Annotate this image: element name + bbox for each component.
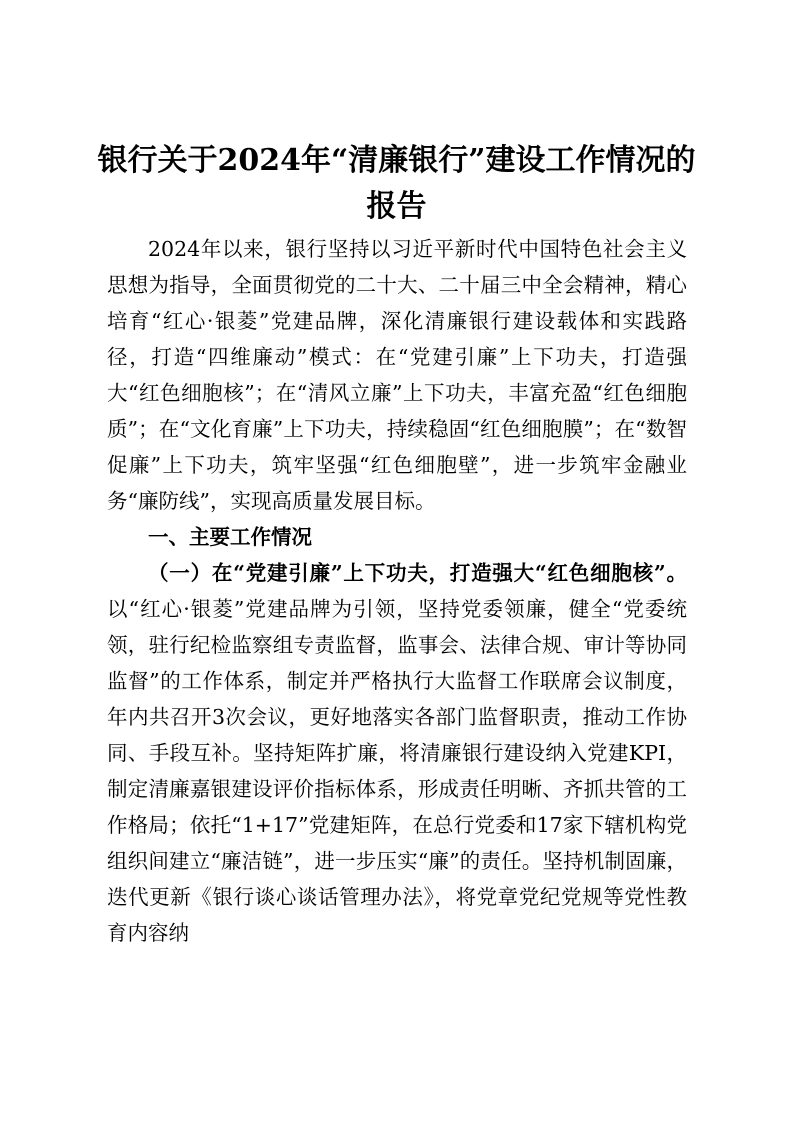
section-heading: 一、主要工作情况 <box>148 525 312 549</box>
subsection-paragraph <box>107 555 687 951</box>
intro-paragraph: 2024年以来，银行坚持以习近平新时代中国特色社会主义思想为指导，全面贯彻党的二十大、二十届三中全会精神，精心培育“红心·银菱”党建品牌，深化清廉银行建设载体和实践路径，打造“四维廉动”模式：在“党建引廉”上下功夫，打造强大“红色细胞核”；在“清风立廉”上下功夫，丰富充盈“红色细胞质”；在“文化育廉”上下功夫，持续稳固“红色细胞膜”；在“数智促廉”上下功夫，筑牢坚强“红色细胞壁”，进一步筑牢金融业务“廉防线”，实现高质量发展目标。 <box>107 237 687 513</box>
subsection-body: 以“红心·银菱”党建品牌为引领，坚持党委领廉，健全“党委统领，驻行纪检监察组专责监督，监事会、法律合规、审计等协同监督”的工作体系，制定并严格执行大监督工作联席会议制度，年内共召开3次会议，更好地落实各部门监督职责，推动工作协同、手段互补。坚持矩阵扩廉，将清廉银行建设纳入党建KPI，制定清廉嘉银建设评价指标体系，形成责任明晰、齐抓共管的工作格局；依托“1+17”党建矩阵，在总行党委和17家下辖机构党组织间建立“廉洁链”，进一步压实“廉”的责任。坚持机制固廉，迭代更新《银行谈心谈话管理办法》，将党章党纪党规等党性教育内容纳 <box>107 597 687 945</box>
document-title: 银行关于2024年“清廉银行”建设工作情况的报告 <box>97 143 696 224</box>
document-body <box>107 231 687 951</box>
subsection-heading: （一）在“党建引廉”上下功夫，打造强大“红色细胞核”。 <box>148 561 687 585</box>
